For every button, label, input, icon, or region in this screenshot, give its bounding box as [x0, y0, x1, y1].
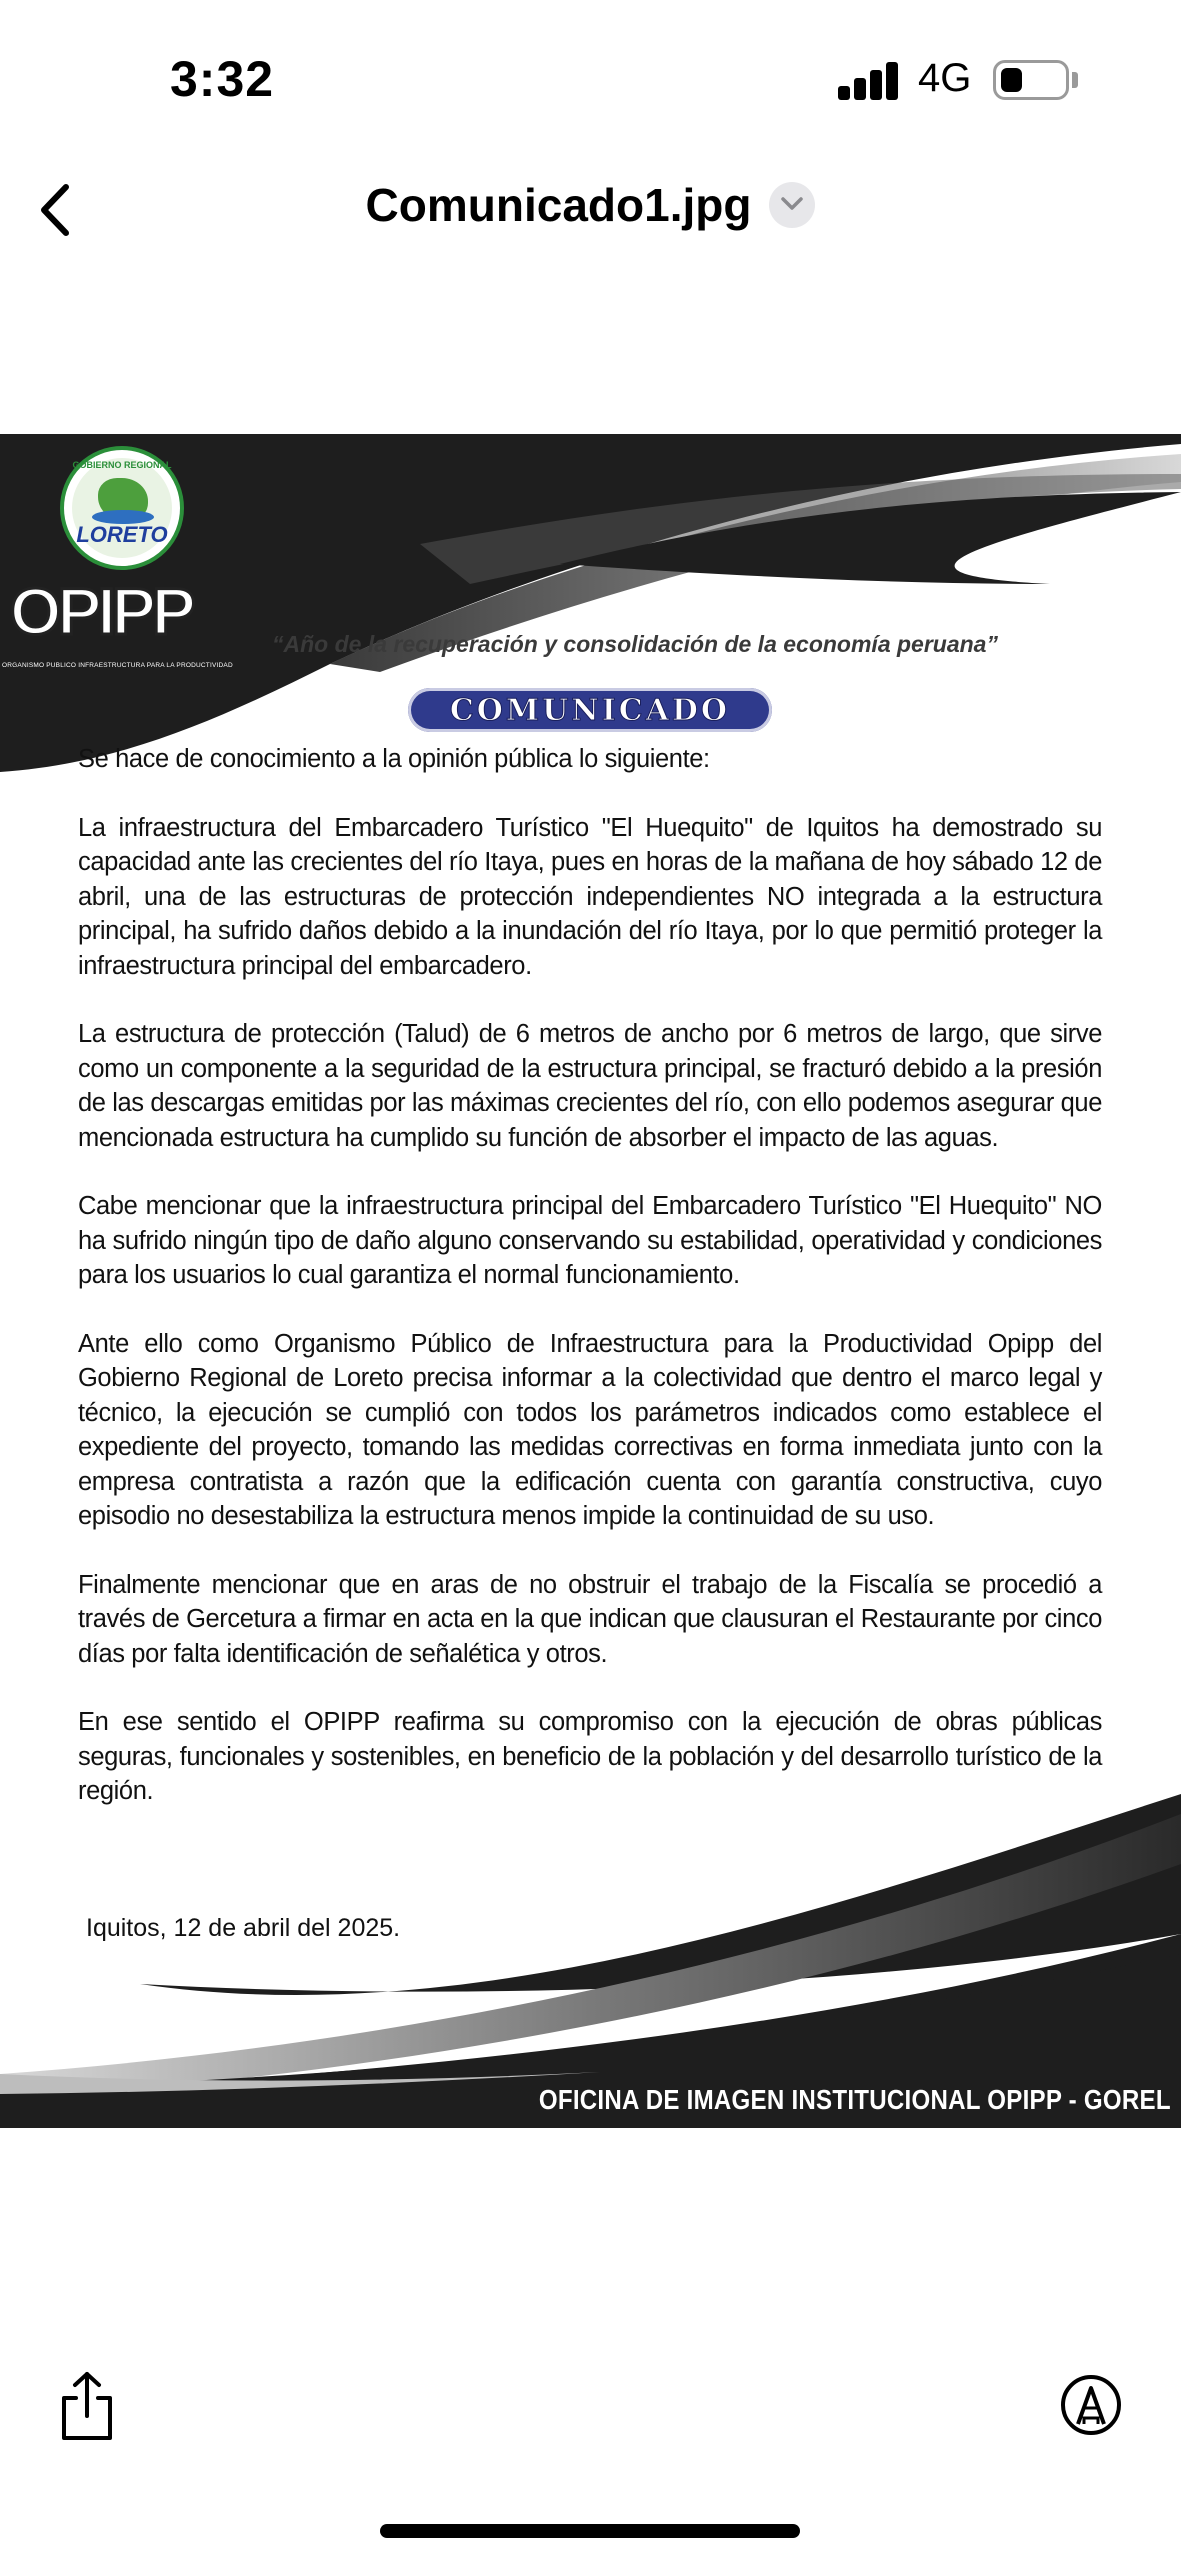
opipp-logo-text: OPIPP — [10, 574, 192, 648]
body-paragraph: La estructura de protección (Talud) de 6 metros de ancho por 6 metros de largo, que sirve como un componente a la seguridad de la estructura principal, se fracturó debido a la presión de las descargas emitidas por las máximas crecientes del río, con ello podemos asegurar que mencionada estructura ha cumplido su función de absorber el impacto de las aguas. — [78, 1020, 1102, 1152]
markup-icon — [1060, 2374, 1122, 2436]
document-body — [78, 742, 1102, 1843]
opipp-logo — [10, 576, 220, 646]
document-date: Iquitos, 12 de abril del 2025. — [86, 1914, 401, 1942]
cellular-signal-icon — [838, 62, 900, 100]
status-bar — [0, 0, 1181, 160]
comunicado-heading-text: COMUNICADO — [449, 692, 731, 728]
chevron-down-icon — [780, 196, 804, 212]
file-name: Comunicado1.jpg — [365, 179, 752, 231]
status-time: 3:32 — [170, 51, 275, 107]
body-paragraph: Finalmente mencionar que en aras de no obstruir el trabajo de la Fiscalía se procedió a través de Gercetura a firmar en acta en la que indican que clausuran el Restaurante por cinco días por falta identificación de señalética y otros. — [78, 1570, 1102, 1668]
title-menu-button[interactable] — [769, 182, 815, 228]
body-paragraph: En ese sentido el OPIPP reafirma su compromiso con la ejecución de obras públicas seguras, funcionales y sostenibles, en beneficio de la población y del desarrollo turístico de la región. — [78, 1708, 1102, 1805]
markup-button[interactable] — [1060, 2374, 1122, 2436]
opipp-logo-subtitle: ORGANISMO PUBLICO INFRAESTRUCTURA PARA LA PRODUCTIVIDAD — [2, 662, 233, 669]
document-image — [0, 434, 1181, 2128]
battery-level — [1001, 68, 1022, 92]
intro-paragraph: Se hace de conocimiento a la opinión pública lo siguiente: — [78, 745, 710, 773]
logo-gob-top-text: GOBIERNO REGIONAL — [72, 460, 172, 470]
battery-cap — [1072, 72, 1078, 88]
share-button[interactable] — [56, 2370, 118, 2442]
logo-gob-name: LORETO — [76, 522, 168, 547]
home-indicator[interactable] — [380, 2524, 800, 2538]
comunicado-heading — [408, 688, 772, 732]
share-icon — [56, 2370, 118, 2442]
body-paragraph: Cabe mencionar que la infraestructura principal del Embarcadero Turístico "El Huequito" NO ha sufrido ningún tipo de daño alguno conservando su estabilidad, operatividad y condiciones para los usuarios lo cual garantiza el normal funcionamiento. — [78, 1192, 1102, 1289]
document-footer: OFICINA DE IMAGEN INSTITUCIONAL OPIPP - GOREL — [539, 2084, 1171, 2115]
year-motto: “Año de la recuperación y consolidación de la economía peruana” — [272, 631, 998, 657]
body-paragraph: Ante ello como Organismo Público de Infraestructura para la Productividad Opipp del Gobierno Regional de Loreto precisa informar a la colectividad que dentro el marco legal y técnico, la ejecución se cumplió con todos los parámetros indicados como establece el expediente del proyecto, tomando las medidas correctivas en forma inmediata junto con la empresa contratista a razón que la edificación cuenta con garantía constructiva, cuyo episodio no desestabiliza la estructura menos impide la continuidad de su uso. — [78, 1329, 1102, 1530]
nav-title — [0, 178, 1181, 232]
nav-bar — [0, 160, 1181, 260]
gobierno-regional-loreto-logo — [60, 446, 184, 570]
body-paragraph: La infraestructura del Embarcadero Turístico "El Huequito" de Iquitos ha demostrado su capacidad ante las crecientes del río Itaya, pues en horas de la mañana de hoy sábado 12 de abril, una de las estructuras de protección independientes NO integrada a la estructura principal, ha sufrido daños debido a la inundación del río Itaya, por lo que permitió proteger la infraestructura principal del embarcadero. — [78, 813, 1102, 980]
battery-icon — [993, 60, 1069, 100]
network-type: 4G — [918, 56, 972, 100]
